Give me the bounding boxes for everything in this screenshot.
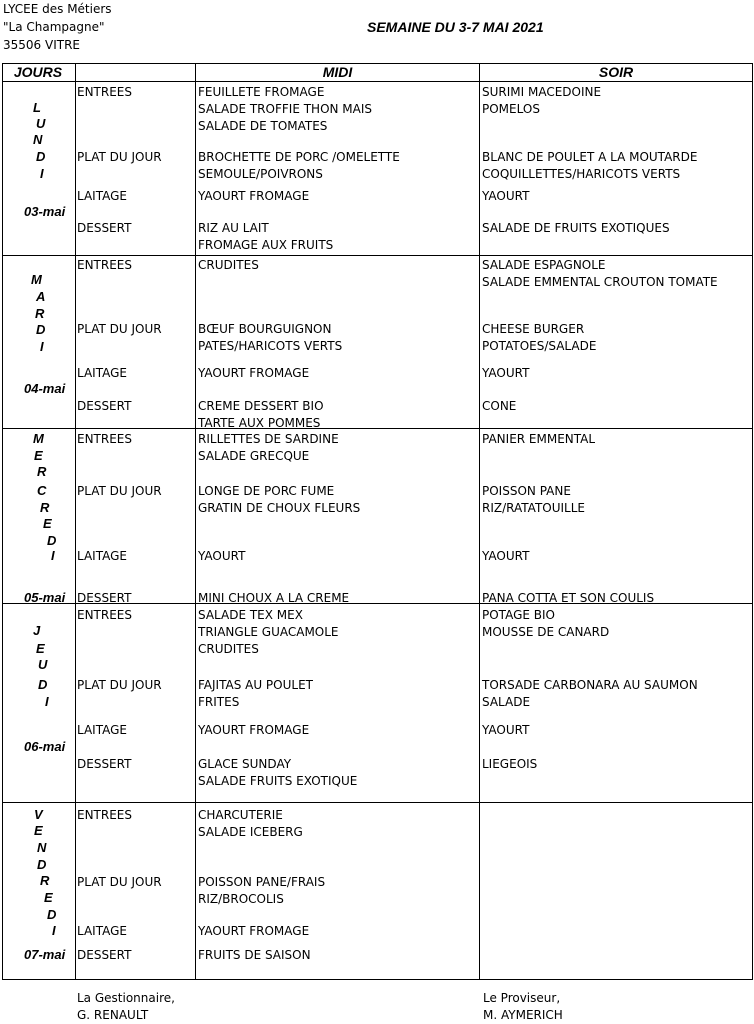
label-divider — [75, 81, 76, 979]
midi-dish: CREME DESSERT BIO — [198, 399, 324, 413]
midi-dish: RIZ/BROCOLIS — [198, 892, 284, 906]
midi-dish: SALADE TEX MEX — [198, 608, 303, 622]
midi-dish: YAOURT FROMAGE — [198, 924, 310, 938]
day-separator — [2, 255, 753, 256]
soir-dish: POTAGE BIO — [482, 608, 555, 622]
day-letter-jeudi: U — [38, 657, 48, 672]
midi-dish: YAOURT FROMAGE — [198, 189, 310, 203]
day-letter-jeudi: I — [45, 694, 49, 709]
midi-dish: MINI CHOUX A LA CREME — [198, 591, 350, 605]
soir-dish: COQUILLETTES/HARICOTS VERTS — [482, 167, 681, 181]
soir-dish: SALADE DE FRUITS EXOTIQUES — [482, 221, 670, 235]
day-letter-lundi: L — [33, 100, 41, 115]
day-letter-jeudi: J — [33, 623, 41, 638]
day-date-vendredi: 07-mai — [24, 947, 66, 962]
row-label: ENTREES — [77, 608, 133, 622]
midi-dish: YAOURT FROMAGE — [198, 723, 310, 737]
soir-dish: CONE — [482, 399, 517, 413]
day-letter-mercredi: D — [47, 533, 57, 548]
day-letter-vendredi: V — [34, 807, 43, 822]
table-left-border — [2, 63, 3, 979]
day-letter-mercredi: M — [33, 431, 44, 446]
day-letter-vendredi: E — [34, 823, 43, 838]
soir-dish: SALADE ESPAGNOLE — [482, 258, 606, 272]
row-label: LAITAGE — [77, 723, 127, 737]
row-label: PLAT DU JOUR — [77, 678, 162, 692]
row-label: ENTREES — [77, 258, 133, 272]
midi-dish: BŒUF BOURGUIGNON — [198, 322, 332, 336]
day-letter-mardi: I — [40, 339, 44, 354]
signature-proviseur-title: Le Proviseur, — [483, 991, 561, 1005]
column-header-midi: MIDI — [322, 64, 353, 80]
midi-dish: YAOURT FROMAGE — [198, 366, 310, 380]
row-label: LAITAGE — [77, 924, 127, 938]
midi-left-border — [195, 63, 196, 979]
day-letter-mardi: A — [36, 289, 46, 304]
soir-dish: LIEGEOIS — [482, 757, 538, 771]
soir-dish: CHEESE BURGER — [482, 322, 585, 336]
soir-dish: POTATOES/SALADE — [482, 339, 597, 353]
soir-dish: SALADE EMMENTAL CROUTON TOMATE — [482, 275, 718, 289]
header-bottom-border — [2, 81, 753, 82]
midi-dish: POISSON PANE/FRAIS — [198, 875, 326, 889]
day-letter-mardi: D — [36, 322, 46, 337]
day-letter-mercredi: C — [37, 483, 47, 498]
midi-dish: YAOURT — [198, 549, 246, 563]
soir-dish: YAOURT — [482, 189, 530, 203]
midi-dish: FRITES — [198, 695, 240, 709]
row-label: PLAT DU JOUR — [77, 150, 162, 164]
day-letter-vendredi: D — [47, 907, 57, 922]
midi-dish: GRATIN DE CHOUX FLEURS — [198, 501, 361, 515]
signature-proviseur-name: M. AYMERICH — [483, 1008, 563, 1022]
soir-dish: YAOURT — [482, 549, 530, 563]
day-date-jeudi: 06-mai — [24, 739, 66, 754]
table-top-border — [2, 63, 753, 64]
soir-dish: BLANC DE POULET A LA MOUTARDE — [482, 150, 698, 164]
midi-dish: GLACE SUNDAY — [198, 757, 292, 771]
school-address: 35506 VITRE — [3, 38, 80, 52]
midi-dish: CHARCUTERIE — [198, 808, 283, 822]
midi-dish: CRUDITES — [198, 258, 259, 272]
row-label: LAITAGE — [77, 366, 127, 380]
day-letter-jeudi: D — [38, 677, 48, 692]
midi-dish: SALADE DE TOMATES — [198, 119, 328, 133]
day-letter-mercredi: I — [51, 548, 55, 563]
row-label: DESSERT — [77, 948, 132, 962]
day-letter-mercredi: R — [37, 464, 47, 479]
midi-dish: TARTE AUX POMMES — [198, 416, 321, 430]
row-label: DESSERT — [77, 399, 132, 413]
day-letter-jeudi: E — [36, 641, 45, 656]
soir-dish: YAOURT — [482, 366, 530, 380]
row-label: PLAT DU JOUR — [77, 484, 162, 498]
midi-dish: LONGE DE PORC FUME — [198, 484, 335, 498]
soir-dish: POISSON PANE — [482, 484, 571, 498]
day-letter-mercredi: E — [34, 448, 43, 463]
row-label: PLAT DU JOUR — [77, 322, 162, 336]
day-separator — [2, 979, 753, 980]
day-letter-lundi: D — [36, 149, 46, 164]
midi-dish: FROMAGE AUX FRUITS — [198, 238, 334, 252]
day-letter-vendredi: D — [37, 857, 47, 872]
day-letter-vendredi: I — [52, 923, 56, 938]
day-letter-lundi: N — [33, 132, 43, 147]
row-label: DESSERT — [77, 757, 132, 771]
row-label: LAITAGE — [77, 549, 127, 563]
midi-dish: SALADE ICEBERG — [198, 825, 303, 839]
signature-gestionnaire-name: G. RENAULT — [77, 1008, 149, 1022]
midi-dish: RILLETTES DE SARDINE — [198, 432, 339, 446]
row-label: ENTREES — [77, 808, 133, 822]
soir-dish: RIZ/RATATOUILLE — [482, 501, 585, 515]
column-header-soir: SOIR — [598, 64, 634, 80]
day-separator — [2, 428, 753, 429]
day-date-mardi: 04-mai — [24, 381, 66, 396]
school-subname: "La Champagne" — [3, 20, 105, 34]
midi-dish: SALADE TROFFIE THON MAIS — [198, 102, 373, 116]
day-letter-mercredi: E — [43, 516, 52, 531]
day-letter-vendredi: N — [37, 840, 47, 855]
row-label: PLAT DU JOUR — [77, 875, 162, 889]
row-label: LAITAGE — [77, 189, 127, 203]
row-label: ENTREES — [77, 85, 133, 99]
midi-dish: TRIANGLE GUACAMOLE — [198, 625, 339, 639]
soir-dish: POMELOS — [482, 102, 540, 116]
soir-dish: YAOURT — [482, 723, 530, 737]
midi-dish: CRUDITES — [198, 642, 259, 656]
soir-left-border — [479, 63, 480, 979]
column-header-jours: JOURS — [13, 64, 63, 80]
day-letter-vendredi: R — [40, 873, 50, 888]
row-label: DESSERT — [77, 591, 132, 605]
week-title: SEMAINE DU 3-7 MAI 2021 — [367, 19, 544, 35]
soir-dish: PANA COTTA ET SON COULIS — [482, 591, 655, 605]
day-letter-mardi: R — [35, 306, 45, 321]
day-letter-mercredi: R — [40, 500, 50, 515]
soir-dish: SALADE — [482, 695, 531, 709]
day-separator — [2, 802, 753, 803]
midi-dish: SALADE GRECQUE — [198, 449, 310, 463]
day-letter-lundi: I — [40, 166, 44, 181]
midi-dish: SEMOULE/POIVRONS — [198, 167, 323, 181]
jours-divider — [75, 63, 76, 81]
soir-dish: SURIMI MACEDOINE — [482, 85, 602, 99]
soir-dish: MOUSSE DE CANARD — [482, 625, 610, 639]
midi-dish: RIZ AU LAIT — [198, 221, 269, 235]
midi-dish: FAJITAS AU POULET — [198, 678, 313, 692]
day-date-lundi: 03-mai — [24, 204, 66, 219]
day-letter-mardi: M — [31, 272, 42, 287]
table-right-border — [752, 63, 753, 979]
soir-dish: TORSADE CARBONARA AU SAUMON — [482, 678, 698, 692]
soir-dish: PANIER EMMENTAL — [482, 432, 596, 446]
midi-dish: BROCHETTE DE PORC /OMELETTE — [198, 150, 400, 164]
midi-dish: FEUILLETE FROMAGE — [198, 85, 325, 99]
school-name: LYCEE des Métiers — [3, 2, 112, 16]
row-label: ENTREES — [77, 432, 133, 446]
day-date-mercredi: 05-mai — [24, 590, 66, 605]
day-letter-vendredi: E — [44, 890, 53, 905]
signature-gestionnaire-title: La Gestionnaire, — [77, 991, 175, 1005]
midi-dish: FRUITS DE SAISON — [198, 948, 311, 962]
row-label: DESSERT — [77, 221, 132, 235]
day-letter-lundi: U — [36, 116, 46, 131]
midi-dish: SALADE FRUITS EXOTIQUE — [198, 774, 358, 788]
midi-dish: PATES/HARICOTS VERTS — [198, 339, 343, 353]
